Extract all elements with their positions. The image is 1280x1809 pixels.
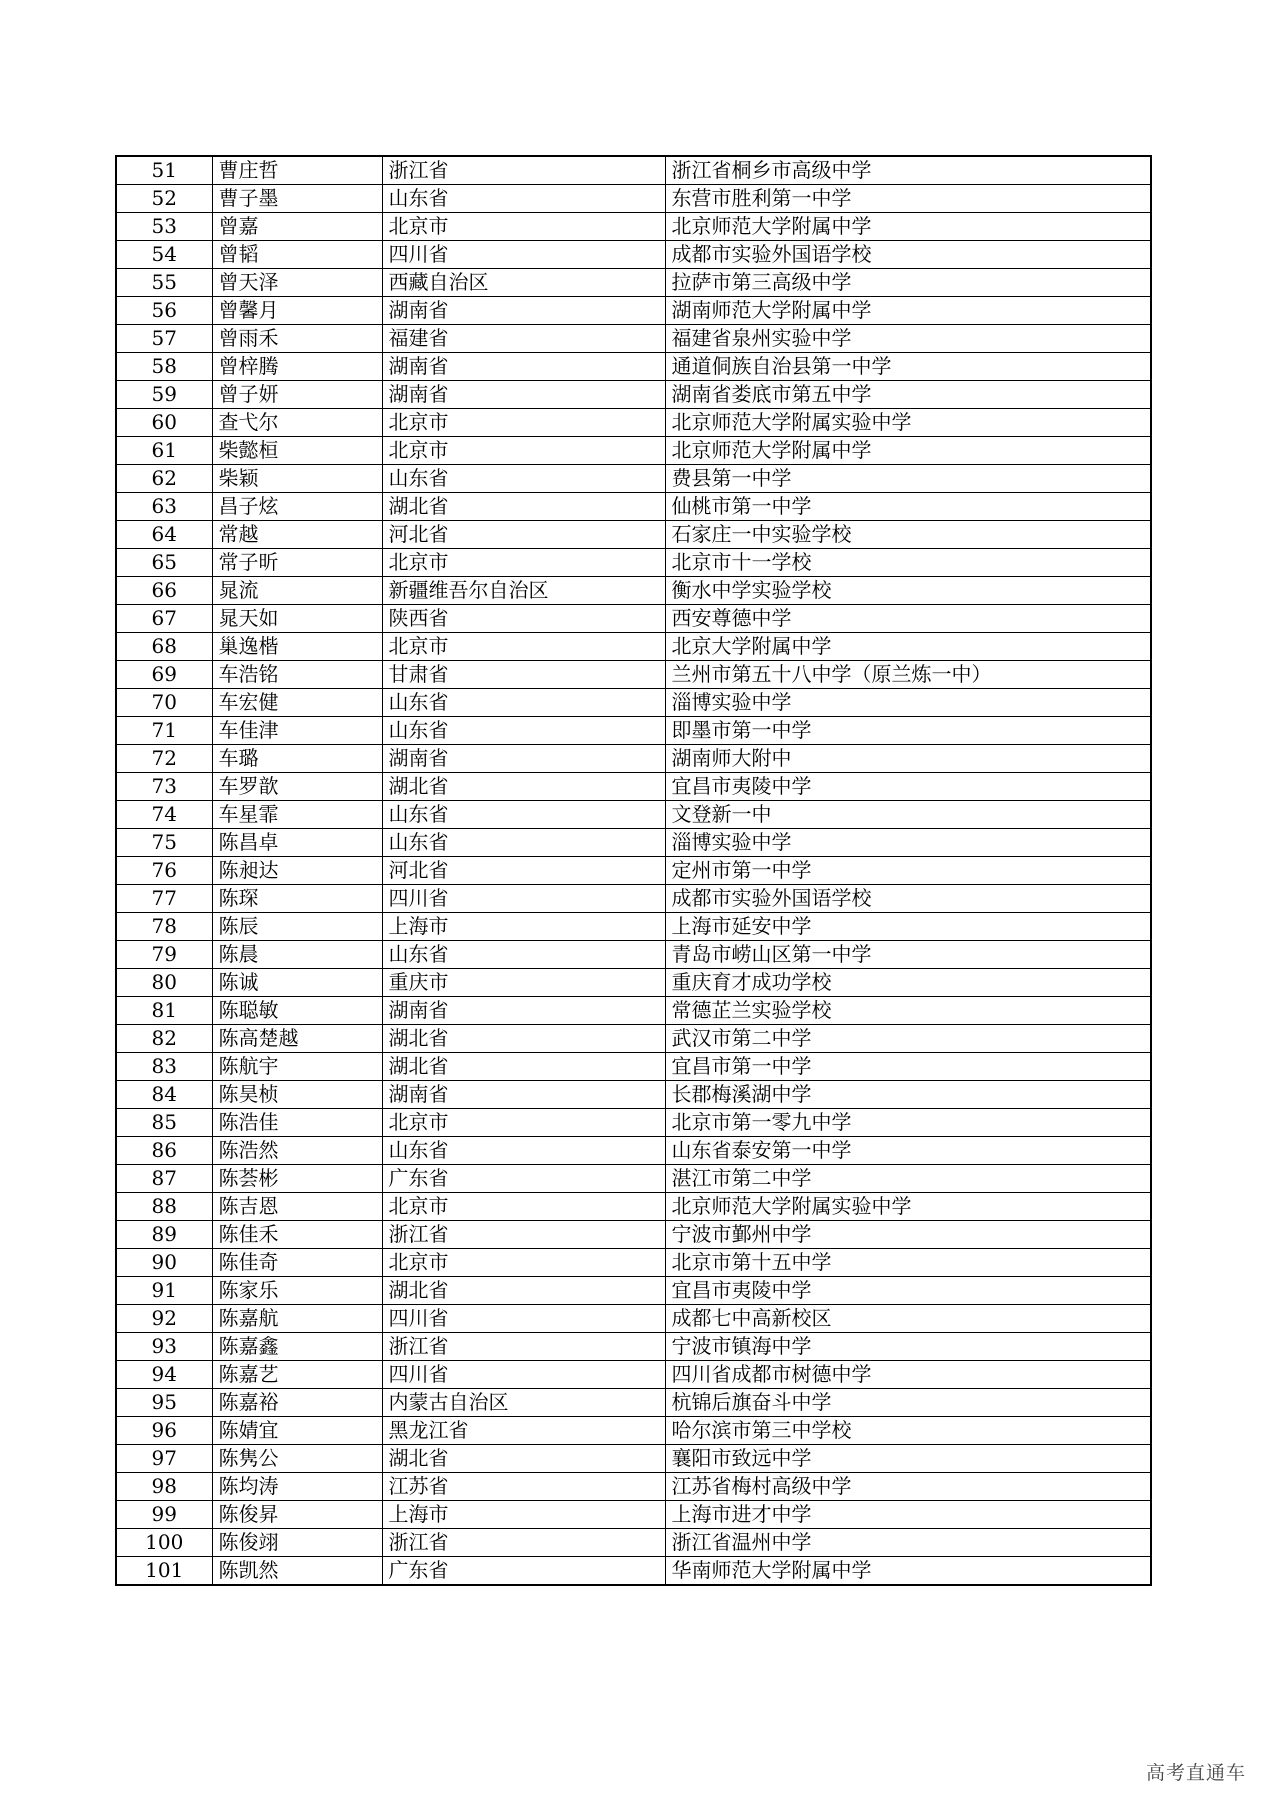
table-row [116,577,1151,605]
table-row [116,521,1151,549]
table-row [116,493,1151,521]
row-number-cell: 75 [116,829,212,857]
province-cell: 四川省 [382,1361,665,1389]
school-cell: 宁波市镇海中学 [665,1333,1151,1361]
row-number-cell: 56 [116,297,212,325]
student-name-cell: 陈凯然 [212,1557,382,1586]
school-cell: 常德芷兰实验学校 [665,997,1151,1025]
table-row [116,381,1151,409]
row-number-cell: 58 [116,353,212,381]
province-cell: 湖北省 [382,1053,665,1081]
table-row [116,156,1151,185]
roster-table-body [116,156,1151,1585]
row-number-cell: 80 [116,969,212,997]
student-name-cell: 车璐 [212,745,382,773]
row-number-cell: 92 [116,1305,212,1333]
table-row [116,241,1151,269]
school-cell: 北京师范大学附属实验中学 [665,1193,1151,1221]
table-row [116,1333,1151,1361]
student-name-cell: 陈嘉航 [212,1305,382,1333]
table-row [116,745,1151,773]
table-row [116,885,1151,913]
student-name-cell: 曾雨禾 [212,325,382,353]
table-row [116,353,1151,381]
row-number-cell: 98 [116,1473,212,1501]
student-name-cell: 陈嘉裕 [212,1389,382,1417]
province-cell: 山东省 [382,717,665,745]
table-row [116,1221,1151,1249]
school-cell: 即墨市第一中学 [665,717,1151,745]
school-cell: 拉萨市第三高级中学 [665,269,1151,297]
student-name-cell: 陈嘉艺 [212,1361,382,1389]
table-row [116,1305,1151,1333]
row-number-cell: 89 [116,1221,212,1249]
province-cell: 四川省 [382,885,665,913]
row-number-cell: 60 [116,409,212,437]
school-cell: 上海市进才中学 [665,1501,1151,1529]
student-name-cell: 曾韬 [212,241,382,269]
row-number-cell: 100 [116,1529,212,1557]
table-row [116,185,1151,213]
school-cell: 北京大学附属中学 [665,633,1151,661]
school-cell: 山东省泰安第一中学 [665,1137,1151,1165]
province-cell: 山东省 [382,689,665,717]
student-name-cell: 陈浩佳 [212,1109,382,1137]
student-name-cell: 车星霏 [212,801,382,829]
school-cell: 兰州市第五十八中学（原兰炼一中） [665,661,1151,689]
school-cell: 成都市实验外国语学校 [665,241,1151,269]
school-cell: 通道侗族自治县第一中学 [665,353,1151,381]
row-number-cell: 87 [116,1165,212,1193]
table-row [116,661,1151,689]
row-number-cell: 91 [116,1277,212,1305]
province-cell: 湖南省 [382,381,665,409]
province-cell: 上海市 [382,1501,665,1529]
table-row [116,325,1151,353]
table-row [116,1137,1151,1165]
school-cell: 北京市第一零九中学 [665,1109,1151,1137]
school-cell: 浙江省桐乡市高级中学 [665,156,1151,185]
table-row [116,941,1151,969]
table-row [116,605,1151,633]
province-cell: 山东省 [382,801,665,829]
row-number-cell: 63 [116,493,212,521]
province-cell: 浙江省 [382,156,665,185]
school-cell: 湖南师范大学附属中学 [665,297,1151,325]
student-name-cell: 曾梓腾 [212,353,382,381]
student-name-cell: 曾天泽 [212,269,382,297]
school-cell: 北京市十一学校 [665,549,1151,577]
student-name-cell: 陈浩然 [212,1137,382,1165]
school-cell: 宜昌市第一中学 [665,1053,1151,1081]
province-cell: 四川省 [382,1305,665,1333]
school-cell: 仙桃市第一中学 [665,493,1151,521]
table-row [116,913,1151,941]
student-name-cell: 曾嘉 [212,213,382,241]
row-number-cell: 74 [116,801,212,829]
table-row [116,1165,1151,1193]
school-cell: 成都七中高新校区 [665,1305,1151,1333]
province-cell: 湖北省 [382,1445,665,1473]
school-cell: 长郡梅溪湖中学 [665,1081,1151,1109]
province-cell: 浙江省 [382,1221,665,1249]
school-cell: 上海市延安中学 [665,913,1151,941]
table-row [116,1193,1151,1221]
province-cell: 浙江省 [382,1333,665,1361]
table-row [116,549,1151,577]
province-cell: 福建省 [382,325,665,353]
row-number-cell: 83 [116,1053,212,1081]
table-row [116,1389,1151,1417]
table-row [116,1249,1151,1277]
student-name-cell: 常越 [212,521,382,549]
school-cell: 四川省成都市树德中学 [665,1361,1151,1389]
school-cell: 费县第一中学 [665,465,1151,493]
student-name-cell: 陈佳禾 [212,1221,382,1249]
row-number-cell: 99 [116,1501,212,1529]
student-name-cell: 查弋尔 [212,409,382,437]
student-name-cell: 车浩铭 [212,661,382,689]
table-row [116,1557,1151,1586]
student-name-cell: 曾子妍 [212,381,382,409]
school-cell: 宜昌市夷陵中学 [665,1277,1151,1305]
row-number-cell: 72 [116,745,212,773]
row-number-cell: 57 [116,325,212,353]
row-number-cell: 85 [116,1109,212,1137]
school-cell: 哈尔滨市第三中学校 [665,1417,1151,1445]
province-cell: 湖南省 [382,745,665,773]
row-number-cell: 62 [116,465,212,493]
school-cell: 西安尊德中学 [665,605,1151,633]
province-cell: 湖南省 [382,1081,665,1109]
province-cell: 山东省 [382,941,665,969]
province-cell: 浙江省 [382,1529,665,1557]
school-cell: 北京师范大学附属中学 [665,437,1151,465]
table-row [116,801,1151,829]
table-row [116,689,1151,717]
table-row [116,857,1151,885]
province-cell: 湖北省 [382,773,665,801]
table-row [116,1445,1151,1473]
school-cell: 浙江省温州中学 [665,1529,1151,1557]
province-cell: 北京市 [382,437,665,465]
row-number-cell: 73 [116,773,212,801]
student-name-cell: 陈高楚越 [212,1025,382,1053]
school-cell: 重庆育才成功学校 [665,969,1151,997]
school-cell: 江苏省梅村高级中学 [665,1473,1151,1501]
row-number-cell: 54 [116,241,212,269]
school-cell: 青岛市崂山区第一中学 [665,941,1151,969]
student-name-cell: 陈昊桢 [212,1081,382,1109]
row-number-cell: 78 [116,913,212,941]
table-row [116,297,1151,325]
student-name-cell: 陈辰 [212,913,382,941]
student-name-cell: 陈嘉鑫 [212,1333,382,1361]
table-row [116,773,1151,801]
roster-table [115,155,1152,1586]
province-cell: 湖北省 [382,493,665,521]
province-cell: 江苏省 [382,1473,665,1501]
table-row [116,1053,1151,1081]
student-name-cell: 陈佳奇 [212,1249,382,1277]
school-cell: 宁波市鄞州中学 [665,1221,1151,1249]
student-name-cell: 车宏健 [212,689,382,717]
table-row [116,633,1151,661]
table-row [116,1417,1151,1445]
table-row [116,213,1151,241]
student-name-cell: 陈吉恩 [212,1193,382,1221]
school-cell: 定州市第一中学 [665,857,1151,885]
row-number-cell: 86 [116,1137,212,1165]
school-cell: 武汉市第二中学 [665,1025,1151,1053]
province-cell: 陕西省 [382,605,665,633]
row-number-cell: 67 [116,605,212,633]
row-number-cell: 70 [116,689,212,717]
row-number-cell: 64 [116,521,212,549]
row-number-cell: 101 [116,1557,212,1586]
school-cell: 淄博实验中学 [665,829,1151,857]
student-name-cell: 陈琛 [212,885,382,913]
province-cell: 内蒙古自治区 [382,1389,665,1417]
province-cell: 北京市 [382,1249,665,1277]
school-cell: 东营市胜利第一中学 [665,185,1151,213]
school-cell: 北京师范大学附属实验中学 [665,409,1151,437]
school-cell: 北京师范大学附属中学 [665,213,1151,241]
table-row [116,1081,1151,1109]
school-cell: 成都市实验外国语学校 [665,885,1151,913]
school-cell: 衡水中学实验学校 [665,577,1151,605]
province-cell: 北京市 [382,1193,665,1221]
row-number-cell: 66 [116,577,212,605]
school-cell: 华南师范大学附属中学 [665,1557,1151,1586]
student-name-cell: 巢逸楷 [212,633,382,661]
table-row [116,1361,1151,1389]
table-row [116,269,1151,297]
student-name-cell: 陈婧宜 [212,1417,382,1445]
student-name-cell: 陈晨 [212,941,382,969]
student-name-cell: 陈俊昇 [212,1501,382,1529]
student-name-cell: 曹庄哲 [212,156,382,185]
row-number-cell: 71 [116,717,212,745]
school-cell: 湛江市第二中学 [665,1165,1151,1193]
table-row [116,1501,1151,1529]
province-cell: 湖南省 [382,297,665,325]
school-cell: 襄阳市致远中学 [665,1445,1151,1473]
student-name-cell: 柴颖 [212,465,382,493]
row-number-cell: 82 [116,1025,212,1053]
row-number-cell: 84 [116,1081,212,1109]
student-name-cell: 陈隽公 [212,1445,382,1473]
student-name-cell: 车罗歆 [212,773,382,801]
school-cell: 福建省泉州实验中学 [665,325,1151,353]
row-number-cell: 88 [116,1193,212,1221]
school-cell: 淄博实验中学 [665,689,1151,717]
student-name-cell: 陈家乐 [212,1277,382,1305]
row-number-cell: 61 [116,437,212,465]
row-number-cell: 97 [116,1445,212,1473]
row-number-cell: 77 [116,885,212,913]
row-number-cell: 51 [116,156,212,185]
row-number-cell: 59 [116,381,212,409]
table-row [116,969,1151,997]
row-number-cell: 68 [116,633,212,661]
student-name-cell: 陈俊翊 [212,1529,382,1557]
row-number-cell: 90 [116,1249,212,1277]
province-cell: 湖南省 [382,997,665,1025]
province-cell: 四川省 [382,241,665,269]
province-cell: 北京市 [382,213,665,241]
watermark-text: 高考直通车 [1145,1762,1246,1784]
student-name-cell: 陈荟彬 [212,1165,382,1193]
row-number-cell: 96 [116,1417,212,1445]
table-row [116,465,1151,493]
province-cell: 北京市 [382,1109,665,1137]
table-row [116,1025,1151,1053]
student-name-cell: 车佳津 [212,717,382,745]
table-row [116,437,1151,465]
table-row [116,1109,1151,1137]
row-number-cell: 65 [116,549,212,577]
province-cell: 湖北省 [382,1277,665,1305]
province-cell: 河北省 [382,857,665,885]
table-row [116,1473,1151,1501]
province-cell: 广东省 [382,1557,665,1586]
student-name-cell: 曾馨月 [212,297,382,325]
row-number-cell: 76 [116,857,212,885]
province-cell: 西藏自治区 [382,269,665,297]
student-name-cell: 常子昕 [212,549,382,577]
table-row [116,717,1151,745]
province-cell: 新疆维吾尔自治区 [382,577,665,605]
school-cell: 北京市第十五中学 [665,1249,1151,1277]
province-cell: 重庆市 [382,969,665,997]
school-cell: 湖南省娄底市第五中学 [665,381,1151,409]
table-row [116,829,1151,857]
student-name-cell: 柴懿桓 [212,437,382,465]
school-cell: 宜昌市夷陵中学 [665,773,1151,801]
province-cell: 黑龙江省 [382,1417,665,1445]
table-row [116,409,1151,437]
province-cell: 北京市 [382,549,665,577]
row-number-cell: 93 [116,1333,212,1361]
row-number-cell: 94 [116,1361,212,1389]
school-cell: 文登新一中 [665,801,1151,829]
province-cell: 北京市 [382,633,665,661]
student-name-cell: 晁天如 [212,605,382,633]
school-cell: 石家庄一中实验学校 [665,521,1151,549]
school-cell: 湖南师大附中 [665,745,1151,773]
student-name-cell: 陈均涛 [212,1473,382,1501]
student-name-cell: 曹子墨 [212,185,382,213]
student-name-cell: 陈航宇 [212,1053,382,1081]
student-name-cell: 陈昌卓 [212,829,382,857]
student-name-cell: 陈昶达 [212,857,382,885]
province-cell: 北京市 [382,409,665,437]
province-cell: 湖南省 [382,353,665,381]
province-cell: 山东省 [382,829,665,857]
school-cell: 杭锦后旗奋斗中学 [665,1389,1151,1417]
row-number-cell: 69 [116,661,212,689]
province-cell: 河北省 [382,521,665,549]
table-row [116,1529,1151,1557]
row-number-cell: 81 [116,997,212,1025]
row-number-cell: 55 [116,269,212,297]
student-name-cell: 陈聪敏 [212,997,382,1025]
student-name-cell: 晁流 [212,577,382,605]
student-name-cell: 陈诚 [212,969,382,997]
table-row [116,1277,1151,1305]
student-name-cell: 昌子炫 [212,493,382,521]
row-number-cell: 95 [116,1389,212,1417]
province-cell: 山东省 [382,465,665,493]
province-cell: 山东省 [382,185,665,213]
province-cell: 广东省 [382,1165,665,1193]
province-cell: 甘肃省 [382,661,665,689]
row-number-cell: 53 [116,213,212,241]
province-cell: 上海市 [382,913,665,941]
row-number-cell: 79 [116,941,212,969]
row-number-cell: 52 [116,185,212,213]
province-cell: 山东省 [382,1137,665,1165]
province-cell: 湖北省 [382,1025,665,1053]
table-row [116,997,1151,1025]
